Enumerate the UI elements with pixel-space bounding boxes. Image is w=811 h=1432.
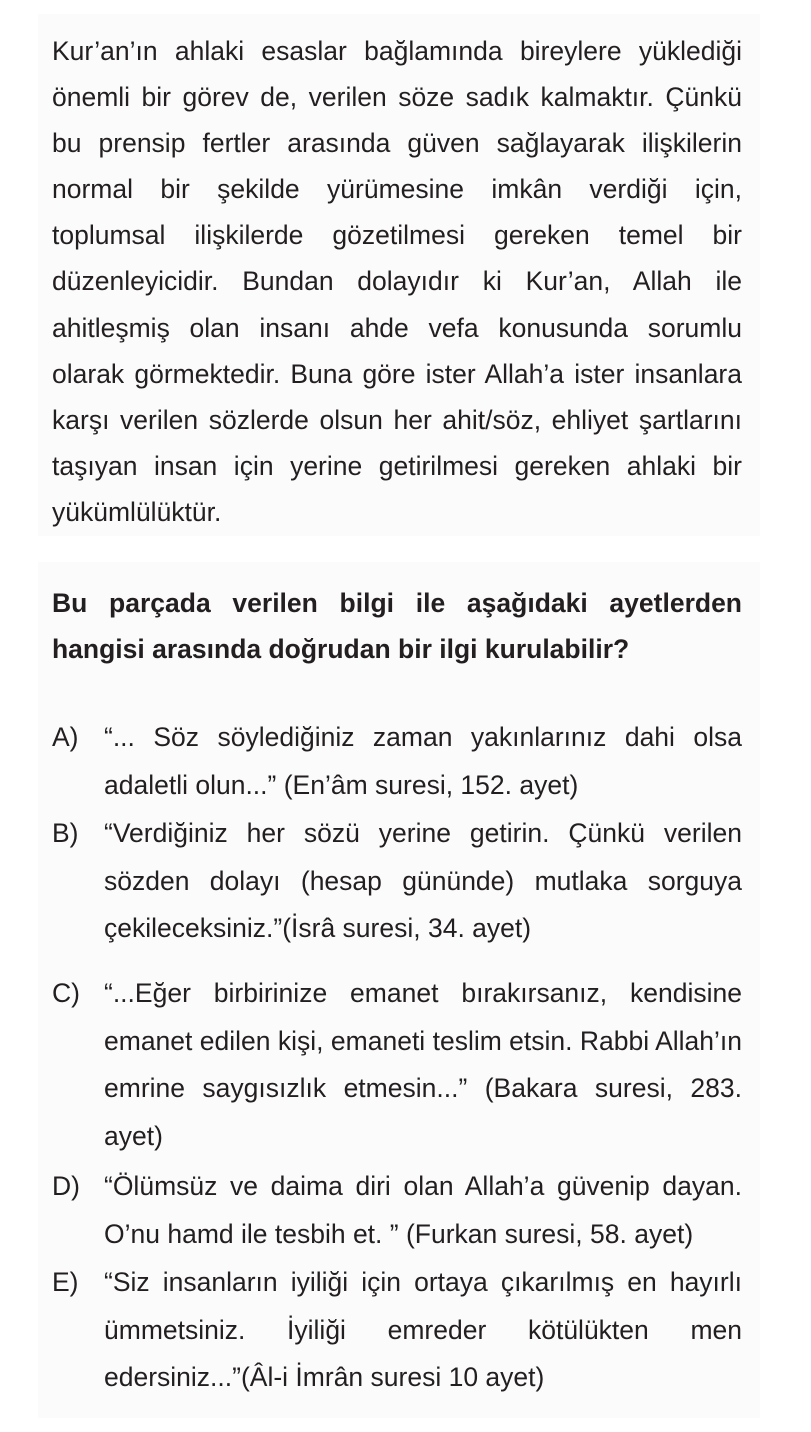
option-letter-c: C) <box>52 978 80 1008</box>
answer-option-c[interactable] <box>52 970 742 1160</box>
answer-option-d[interactable] <box>52 1163 742 1258</box>
passage-text: Kur’an’ın ahlaki esaslar bağlamında bireylere yüklediği önemli bir görev de, verilen söze sadık kalmaktır. Çünkü bu prensip fertler arasında güven sağlayarak ilişkilerin normal bir şekilde yürümesine imkân verdiği için, toplumsal ilişkilerde gözetilmesi gereken temel bir düzenleyicidir. Bundan dolayıdır ki Kur’an, Allah ile ahitleşmiş olan insanı ahde vefa konusunda sorumlu olarak görmektedir. Buna göre ister Allah’a ister insanlara karşı verilen sözlerde olsun her ahit/söz, ehliyet şartlarını taşıyan insan için yerine getirilmesi gereken ahlaki bir yükümlülüktür. <box>52 36 742 527</box>
option-letter-e: E) <box>52 1267 79 1297</box>
option-letter-a: A) <box>52 722 79 752</box>
question-stem: Bu parçada verilen bilgi ile aşağıdaki ayetlerden hangisi arasında doğrudan bir ilgi kurulabilir? <box>52 588 742 664</box>
answer-option-e[interactable] <box>52 1259 742 1402</box>
option-letter-d: D) <box>52 1171 80 1201</box>
option-text-d: “Ölümsüz ve daima diri olan Allah’a güvenip dayan. O’nu hamd ile tesbih et. ” (Furkan suresi, 58. ayet) <box>104 1171 742 1249</box>
option-text-c: “...Eğer birbirinize emanet bırakırsanız, kendisine emanet edilen kişi, emaneti teslim etsin. Rabbi Allah’ın emrine saygısızlık etmesin...” (Bakara suresi, 283. ayet) <box>104 978 742 1151</box>
option-letter-b: B) <box>52 818 79 848</box>
option-text-e: “Siz insanların iyiliği için ortaya çıkarılmış en hayırlı ümmetsiniz. İyiliği emreder kötülükten men edersiniz...”(Âl-i İmrân suresi 10 ayet) <box>104 1267 742 1392</box>
answer-option-a[interactable] <box>52 714 742 809</box>
option-text-a: “... Söz söylediğiniz zaman yakınlarınız dahi olsa adaletli olun...” (En’âm suresi, 152. ayet) <box>104 722 742 800</box>
option-text-b: “Verdiğiniz her sözü yerine getirin. Çünkü verilen sözden dolayı (hesap gününde) mutlaka sorguya çekileceksiniz.”(İsrâ suresi, 34. ayet) <box>104 818 742 943</box>
answer-option-b[interactable] <box>52 810 742 953</box>
